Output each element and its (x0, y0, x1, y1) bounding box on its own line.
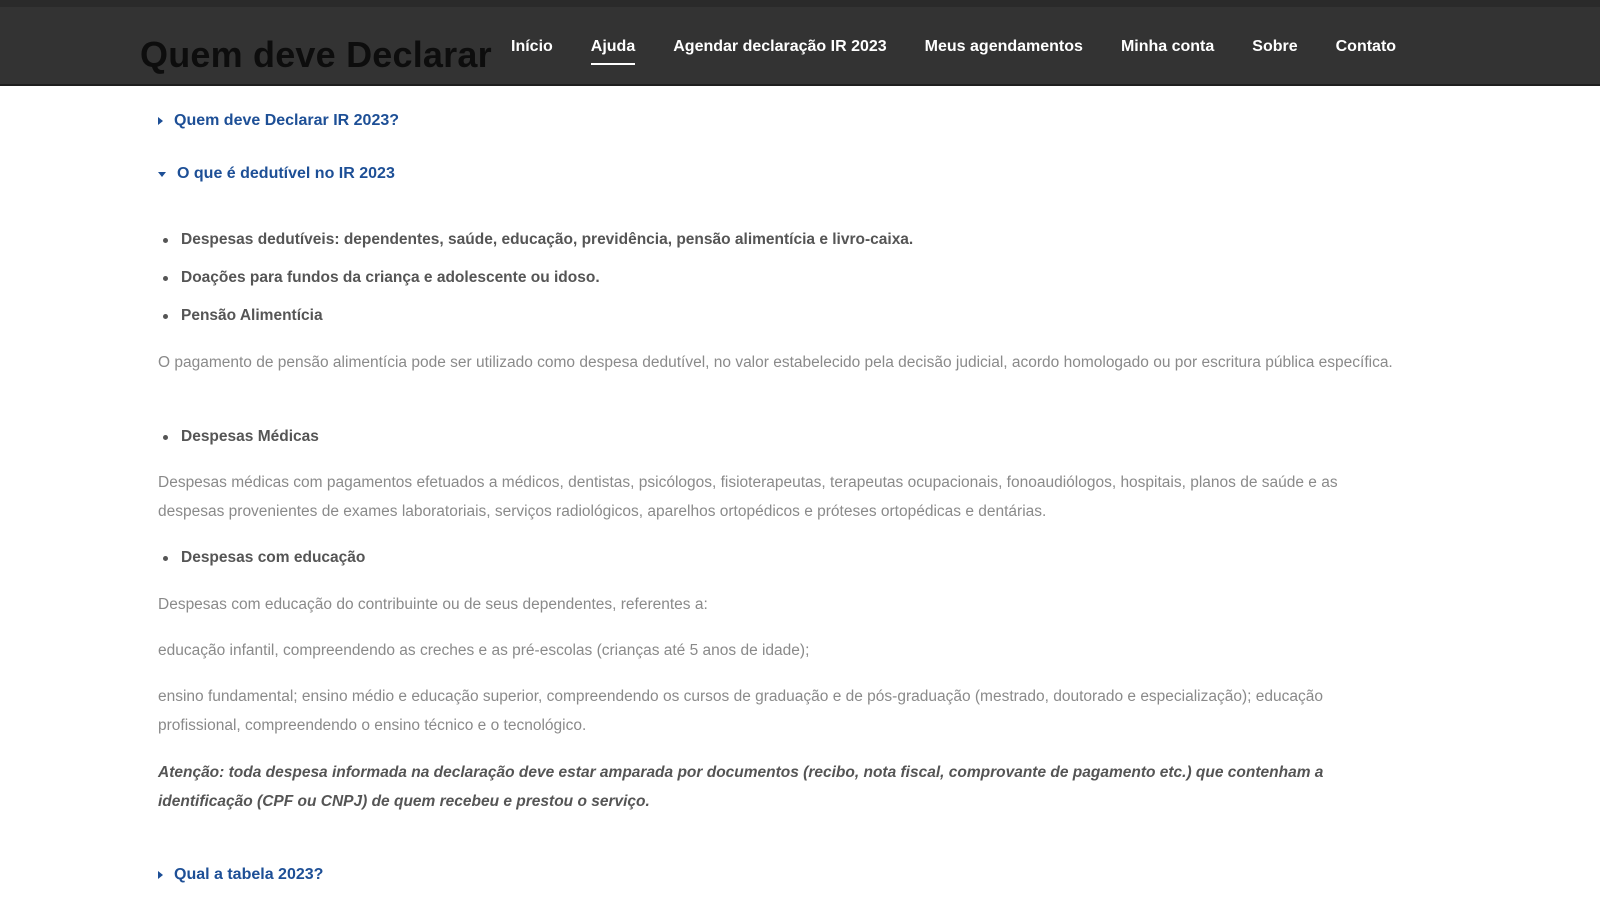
nav-item-agendar-declaracao[interactable]: Agendar declaração IR 2023 (673, 38, 887, 55)
caret-right-icon (158, 117, 163, 125)
bullet-text: Pensão Alimentícia (181, 307, 323, 324)
attention-note: Atenção: toda despesa informada na declaração deve estar amparada por documentos (recibo, nota fiscal, comprovante de pagamento etc.) que contenham a identificação (CPF ou CNPJ) de quem recebeu e prestou o serviço. (158, 764, 1324, 810)
accordion-header-quem-deve-declarar[interactable] (158, 112, 399, 130)
list-item (163, 549, 365, 567)
list-item (163, 231, 913, 249)
bullet-icon (163, 556, 168, 561)
nav-item-contato[interactable]: Contato (1335, 38, 1397, 55)
bullet-icon (163, 276, 168, 281)
education-item-paragraph: educação infantil, compreendendo as creches e as pré-escolas (crianças até 5 anos de idade); (158, 642, 810, 659)
main-nav (511, 37, 1396, 67)
bullet-icon (163, 435, 168, 440)
site-title[interactable]: Quem deve Declarar (140, 34, 492, 75)
top-navigation-bar (0, 0, 1600, 86)
list-item (163, 269, 600, 287)
bullet-text: Doações para fundos da criança e adolescente ou idoso. (181, 269, 600, 286)
nav-item-sobre[interactable]: Sobre (1252, 38, 1298, 55)
bullet-icon (163, 314, 168, 319)
bullet-text: Despesas com educação (181, 549, 366, 566)
nav-item-inicio[interactable]: Início (511, 38, 553, 55)
bullet-text: Despesas Médicas (181, 428, 319, 445)
caret-down-icon (158, 172, 166, 177)
medical-paragraph: Despesas médicas com pagamentos efetuados a médicos, dentistas, psicólogos, fisioterapeutas, terapeutas ocupacionais, fonoaudiólogos, hospitais, planos de saúde e as despesas provenientes de exames laboratoriais, serviços radiológicos, aparelhos ortopédicos e próteses ortopédicas e dentárias. (158, 474, 1338, 520)
education-intro-paragraph: Despesas com educação do contribuinte ou de seus dependentes, referentes a: (158, 596, 708, 613)
accordion-header-dedutivel[interactable] (158, 165, 395, 183)
bullet-icon (163, 238, 168, 243)
bullet-text: Despesas dedutíveis: dependentes, saúde, educação, previdência, pensão alimentícia e livro-caixa. (181, 231, 914, 248)
list-item (163, 307, 323, 325)
nav-item-meus-agendamentos[interactable]: Meus agendamentos (924, 38, 1083, 55)
education-item-paragraph: ensino fundamental; ensino médio e educação superior, compreendendo os cursos de graduação e de pós-graduação (mestrado, doutorado e especialização); educação profissional, compreendendo o ensino técnico e o tecnológico. (158, 688, 1323, 734)
pension-paragraph: O pagamento de pensão alimentícia pode ser utilizado como despesa dedutível, no valor estabelecido pela decisão judicial, acordo homologado ou por escritura pública específica. (158, 354, 1393, 371)
accordion-header-tabela[interactable] (158, 866, 323, 884)
accordion-title: Quem deve Declarar IR 2023? (174, 112, 400, 129)
caret-right-icon (158, 871, 163, 879)
accordion-title: O que é dedutível no IR 2023 (177, 165, 395, 182)
list-item (163, 428, 319, 446)
accordion-title: Qual a tabela 2023? (174, 866, 324, 883)
nav-item-ajuda[interactable]: Ajuda (591, 37, 635, 65)
nav-item-minha-conta[interactable]: Minha conta (1120, 38, 1215, 55)
